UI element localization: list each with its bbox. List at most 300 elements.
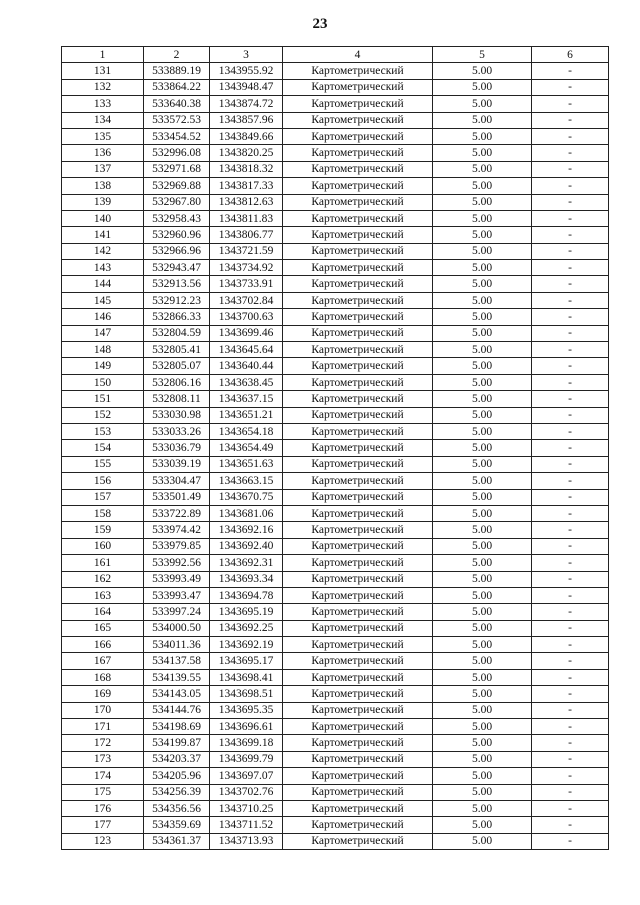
table-row	[62, 522, 609, 538]
table-row	[62, 161, 609, 177]
method-cell: Картометрический	[283, 538, 433, 554]
accuracy-cell: 5.00	[433, 669, 532, 685]
method-cell: Картометрический	[283, 260, 433, 276]
description-cell: -	[532, 538, 609, 554]
method-cell: Картометрический	[283, 276, 433, 292]
y-coordinate-cell: 1343806.77	[210, 227, 283, 243]
table-row	[62, 571, 609, 587]
description-cell: -	[532, 522, 609, 538]
accuracy-cell: 5.00	[433, 768, 532, 784]
accuracy-cell: 5.00	[433, 128, 532, 144]
table-row	[62, 260, 609, 276]
x-coordinate-cell: 533974.42	[144, 522, 210, 538]
description-cell: -	[532, 227, 609, 243]
accuracy-cell: 5.00	[433, 456, 532, 472]
description-cell: -	[532, 260, 609, 276]
x-coordinate-cell: 532969.88	[144, 178, 210, 194]
y-coordinate-cell: 1343710.25	[210, 800, 283, 816]
table-row	[62, 538, 609, 554]
description-cell: -	[532, 751, 609, 767]
table-row	[62, 637, 609, 653]
table-row	[62, 391, 609, 407]
x-coordinate-cell: 534143.05	[144, 686, 210, 702]
page-number: 23	[312, 16, 328, 32]
y-coordinate-cell: 1343654.49	[210, 440, 283, 456]
table-row	[62, 407, 609, 423]
point-number-cell: 137	[62, 161, 144, 177]
x-coordinate-cell: 532971.68	[144, 161, 210, 177]
y-coordinate-cell: 1343698.41	[210, 669, 283, 685]
point-number-cell: 161	[62, 555, 144, 571]
method-cell: Картометрический	[283, 145, 433, 161]
accuracy-cell: 5.00	[433, 178, 532, 194]
table-row	[62, 505, 609, 521]
table-row	[62, 358, 609, 374]
point-number-cell: 132	[62, 79, 144, 95]
method-cell: Картометрический	[283, 342, 433, 358]
method-cell: Картометрический	[283, 768, 433, 784]
method-cell: Картометрический	[283, 325, 433, 341]
accuracy-cell: 5.00	[433, 800, 532, 816]
accuracy-cell: 5.00	[433, 719, 532, 735]
table-row	[62, 833, 609, 849]
method-cell: Картометрический	[283, 620, 433, 636]
accuracy-cell: 5.00	[433, 325, 532, 341]
description-cell: -	[532, 342, 609, 358]
accuracy-cell: 5.00	[433, 423, 532, 439]
x-coordinate-cell: 533572.53	[144, 112, 210, 128]
y-coordinate-cell: 1343874.72	[210, 96, 283, 112]
y-coordinate-cell: 1343651.63	[210, 456, 283, 472]
description-cell: -	[532, 505, 609, 521]
method-cell: Картометрический	[283, 407, 433, 423]
y-coordinate-cell: 1343721.59	[210, 243, 283, 259]
x-coordinate-cell: 533033.26	[144, 423, 210, 439]
method-cell: Картометрический	[283, 473, 433, 489]
y-coordinate-cell: 1343693.34	[210, 571, 283, 587]
x-coordinate-cell: 533993.47	[144, 587, 210, 603]
method-cell: Картометрический	[283, 489, 433, 505]
x-coordinate-cell: 534203.37	[144, 751, 210, 767]
description-cell: -	[532, 440, 609, 456]
table-row	[62, 276, 609, 292]
accuracy-cell: 5.00	[433, 227, 532, 243]
table-row	[62, 751, 609, 767]
description-cell: -	[532, 309, 609, 325]
description-cell: -	[532, 587, 609, 603]
method-cell: Картометрический	[283, 178, 433, 194]
accuracy-cell: 5.00	[433, 604, 532, 620]
method-cell: Картометрический	[283, 423, 433, 439]
point-number-cell: 167	[62, 653, 144, 669]
description-cell: -	[532, 571, 609, 587]
y-coordinate-cell: 1343695.17	[210, 653, 283, 669]
accuracy-cell: 5.00	[433, 342, 532, 358]
method-cell: Картометрический	[283, 63, 433, 79]
y-coordinate-cell: 1343955.92	[210, 63, 283, 79]
column-header-4: 4	[283, 47, 433, 63]
table-row	[62, 800, 609, 816]
point-number-cell: 139	[62, 194, 144, 210]
point-number-cell: 155	[62, 456, 144, 472]
accuracy-cell: 5.00	[433, 637, 532, 653]
method-cell: Картометрический	[283, 735, 433, 751]
x-coordinate-cell: 533889.19	[144, 63, 210, 79]
table-row	[62, 686, 609, 702]
table-row	[62, 145, 609, 161]
table-row	[62, 669, 609, 685]
point-number-cell: 173	[62, 751, 144, 767]
y-coordinate-cell: 1343818.32	[210, 161, 283, 177]
method-cell: Картометрический	[283, 79, 433, 95]
point-number-cell: 148	[62, 342, 144, 358]
y-coordinate-cell: 1343699.18	[210, 735, 283, 751]
description-cell: -	[532, 784, 609, 800]
table-row	[62, 178, 609, 194]
x-coordinate-cell: 533992.56	[144, 555, 210, 571]
x-coordinate-cell: 534361.37	[144, 833, 210, 849]
point-number-cell: 131	[62, 63, 144, 79]
accuracy-cell: 5.00	[433, 620, 532, 636]
description-cell: -	[532, 653, 609, 669]
x-coordinate-cell: 533454.52	[144, 128, 210, 144]
accuracy-cell: 5.00	[433, 145, 532, 161]
accuracy-cell: 5.00	[433, 702, 532, 718]
table-row	[62, 423, 609, 439]
table-row	[62, 456, 609, 472]
point-number-cell: 157	[62, 489, 144, 505]
description-cell: -	[532, 473, 609, 489]
description-cell: -	[532, 423, 609, 439]
point-number-cell: 160	[62, 538, 144, 554]
method-cell: Картометрический	[283, 653, 433, 669]
y-coordinate-cell: 1343713.93	[210, 833, 283, 849]
point-number-cell: 133	[62, 96, 144, 112]
point-number-cell: 159	[62, 522, 144, 538]
method-cell: Картометрический	[283, 784, 433, 800]
accuracy-cell: 5.00	[433, 407, 532, 423]
x-coordinate-cell: 533722.89	[144, 505, 210, 521]
method-cell: Картометрический	[283, 194, 433, 210]
point-number-cell: 136	[62, 145, 144, 161]
point-number-cell: 145	[62, 292, 144, 308]
description-cell: -	[532, 325, 609, 341]
method-cell: Картометрический	[283, 587, 433, 603]
method-cell: Картометрический	[283, 833, 433, 849]
description-cell: -	[532, 145, 609, 161]
y-coordinate-cell: 1343637.15	[210, 391, 283, 407]
x-coordinate-cell: 532912.23	[144, 292, 210, 308]
method-cell: Картометрический	[283, 374, 433, 390]
method-cell: Картометрический	[283, 751, 433, 767]
y-coordinate-cell: 1343692.25	[210, 620, 283, 636]
method-cell: Картометрический	[283, 505, 433, 521]
description-cell: -	[532, 210, 609, 226]
point-number-cell: 150	[62, 374, 144, 390]
accuracy-cell: 5.00	[433, 276, 532, 292]
point-number-cell: 168	[62, 669, 144, 685]
method-cell: Картометрический	[283, 227, 433, 243]
description-cell: -	[532, 358, 609, 374]
table-row	[62, 79, 609, 95]
point-number-cell: 140	[62, 210, 144, 226]
y-coordinate-cell: 1343681.06	[210, 505, 283, 521]
y-coordinate-cell: 1343692.31	[210, 555, 283, 571]
accuracy-cell: 5.00	[433, 243, 532, 259]
description-cell: -	[532, 833, 609, 849]
table-row	[62, 96, 609, 112]
x-coordinate-cell: 533640.38	[144, 96, 210, 112]
table-row	[62, 702, 609, 718]
point-number-cell: 166	[62, 637, 144, 653]
accuracy-cell: 5.00	[433, 489, 532, 505]
description-cell: -	[532, 637, 609, 653]
method-cell: Картометрический	[283, 719, 433, 735]
method-cell: Картометрический	[283, 292, 433, 308]
accuracy-cell: 5.00	[433, 751, 532, 767]
description-cell: -	[532, 96, 609, 112]
point-number-cell: 156	[62, 473, 144, 489]
table-row	[62, 243, 609, 259]
table-row	[62, 325, 609, 341]
accuracy-cell: 5.00	[433, 571, 532, 587]
x-coordinate-cell: 533304.47	[144, 473, 210, 489]
point-number-cell: 143	[62, 260, 144, 276]
y-coordinate-cell: 1343697.07	[210, 768, 283, 784]
x-coordinate-cell: 532806.16	[144, 374, 210, 390]
point-number-cell: 176	[62, 800, 144, 816]
table-row	[62, 292, 609, 308]
description-cell: -	[532, 669, 609, 685]
y-coordinate-cell: 1343702.76	[210, 784, 283, 800]
description-cell: -	[532, 555, 609, 571]
table-row	[62, 817, 609, 833]
x-coordinate-cell: 533864.22	[144, 79, 210, 95]
table-row	[62, 555, 609, 571]
table-row	[62, 735, 609, 751]
x-coordinate-cell: 532866.33	[144, 309, 210, 325]
point-number-cell: 134	[62, 112, 144, 128]
table-header-row	[62, 47, 609, 63]
method-cell: Картометрический	[283, 800, 433, 816]
table-body	[62, 63, 609, 850]
point-number-cell: 146	[62, 309, 144, 325]
method-cell: Картометрический	[283, 96, 433, 112]
y-coordinate-cell: 1343670.75	[210, 489, 283, 505]
accuracy-cell: 5.00	[433, 440, 532, 456]
accuracy-cell: 5.00	[433, 555, 532, 571]
x-coordinate-cell: 532996.08	[144, 145, 210, 161]
x-coordinate-cell: 534359.69	[144, 817, 210, 833]
description-cell: -	[532, 276, 609, 292]
column-header-5: 5	[433, 47, 532, 63]
y-coordinate-cell: 1343638.45	[210, 374, 283, 390]
description-cell: -	[532, 128, 609, 144]
method-cell: Картометрический	[283, 604, 433, 620]
description-cell: -	[532, 800, 609, 816]
accuracy-cell: 5.00	[433, 96, 532, 112]
point-number-cell: 151	[62, 391, 144, 407]
column-header-3: 3	[210, 47, 283, 63]
column-header-6: 6	[532, 47, 609, 63]
x-coordinate-cell: 532967.80	[144, 194, 210, 210]
y-coordinate-cell: 1343702.84	[210, 292, 283, 308]
point-number-cell: 171	[62, 719, 144, 735]
x-coordinate-cell: 533036.79	[144, 440, 210, 456]
table-row	[62, 620, 609, 636]
point-number-cell: 169	[62, 686, 144, 702]
x-coordinate-cell: 534000.50	[144, 620, 210, 636]
description-cell: -	[532, 292, 609, 308]
y-coordinate-cell: 1343695.35	[210, 702, 283, 718]
description-cell: -	[532, 620, 609, 636]
table-row	[62, 227, 609, 243]
accuracy-cell: 5.00	[433, 833, 532, 849]
y-coordinate-cell: 1343654.18	[210, 423, 283, 439]
table-row	[62, 194, 609, 210]
y-coordinate-cell: 1343817.33	[210, 178, 283, 194]
method-cell: Картометрический	[283, 210, 433, 226]
description-cell: -	[532, 686, 609, 702]
method-cell: Картометрический	[283, 669, 433, 685]
point-number-cell: 153	[62, 423, 144, 439]
x-coordinate-cell: 534199.87	[144, 735, 210, 751]
x-coordinate-cell: 534011.36	[144, 637, 210, 653]
x-coordinate-cell: 532913.56	[144, 276, 210, 292]
point-number-cell: 142	[62, 243, 144, 259]
method-cell: Картометрический	[283, 243, 433, 259]
method-cell: Картометрический	[283, 817, 433, 833]
method-cell: Картометрический	[283, 391, 433, 407]
point-number-cell: 158	[62, 505, 144, 521]
y-coordinate-cell: 1343694.78	[210, 587, 283, 603]
accuracy-cell: 5.00	[433, 505, 532, 521]
accuracy-cell: 5.00	[433, 194, 532, 210]
y-coordinate-cell: 1343698.51	[210, 686, 283, 702]
y-coordinate-cell: 1343711.52	[210, 817, 283, 833]
description-cell: -	[532, 63, 609, 79]
description-cell: -	[532, 817, 609, 833]
description-cell: -	[532, 79, 609, 95]
x-coordinate-cell: 533993.49	[144, 571, 210, 587]
point-number-cell: 144	[62, 276, 144, 292]
y-coordinate-cell: 1343811.83	[210, 210, 283, 226]
y-coordinate-cell: 1343692.19	[210, 637, 283, 653]
point-number-cell: 163	[62, 587, 144, 603]
x-coordinate-cell: 534198.69	[144, 719, 210, 735]
y-coordinate-cell: 1343640.44	[210, 358, 283, 374]
table-row	[62, 489, 609, 505]
accuracy-cell: 5.00	[433, 292, 532, 308]
method-cell: Картометрический	[283, 161, 433, 177]
description-cell: -	[532, 702, 609, 718]
x-coordinate-cell: 534256.39	[144, 784, 210, 800]
column-header-2: 2	[144, 47, 210, 63]
accuracy-cell: 5.00	[433, 587, 532, 603]
point-number-cell: 174	[62, 768, 144, 784]
accuracy-cell: 5.00	[433, 653, 532, 669]
table-row	[62, 342, 609, 358]
accuracy-cell: 5.00	[433, 784, 532, 800]
method-cell: Картометрический	[283, 522, 433, 538]
point-number-cell: 162	[62, 571, 144, 587]
x-coordinate-cell: 534356.56	[144, 800, 210, 816]
table-row	[62, 63, 609, 79]
point-number-cell: 123	[62, 833, 144, 849]
y-coordinate-cell: 1343663.15	[210, 473, 283, 489]
table-row	[62, 374, 609, 390]
description-cell: -	[532, 194, 609, 210]
table-row	[62, 112, 609, 128]
description-cell: -	[532, 112, 609, 128]
table-row	[62, 210, 609, 226]
table-row	[62, 653, 609, 669]
method-cell: Картометрический	[283, 555, 433, 571]
x-coordinate-cell: 533997.24	[144, 604, 210, 620]
table-row	[62, 768, 609, 784]
table-row	[62, 604, 609, 620]
description-cell: -	[532, 243, 609, 259]
table-row	[62, 473, 609, 489]
x-coordinate-cell: 534205.96	[144, 768, 210, 784]
method-cell: Картометрический	[283, 686, 433, 702]
x-coordinate-cell: 534139.55	[144, 669, 210, 685]
description-cell: -	[532, 489, 609, 505]
point-number-cell: 164	[62, 604, 144, 620]
accuracy-cell: 5.00	[433, 391, 532, 407]
table-row	[62, 440, 609, 456]
y-coordinate-cell: 1343812.63	[210, 194, 283, 210]
x-coordinate-cell: 534144.76	[144, 702, 210, 718]
x-coordinate-cell: 533501.49	[144, 489, 210, 505]
x-coordinate-cell: 532805.07	[144, 358, 210, 374]
accuracy-cell: 5.00	[433, 686, 532, 702]
point-number-cell: 138	[62, 178, 144, 194]
method-cell: Картометрический	[283, 112, 433, 128]
table-row	[62, 719, 609, 735]
x-coordinate-cell: 534137.58	[144, 653, 210, 669]
y-coordinate-cell: 1343692.40	[210, 538, 283, 554]
column-header-1: 1	[62, 47, 144, 63]
point-number-cell: 141	[62, 227, 144, 243]
accuracy-cell: 5.00	[433, 63, 532, 79]
description-cell: -	[532, 719, 609, 735]
method-cell: Картометрический	[283, 637, 433, 653]
accuracy-cell: 5.00	[433, 817, 532, 833]
x-coordinate-cell: 532966.96	[144, 243, 210, 259]
accuracy-cell: 5.00	[433, 522, 532, 538]
accuracy-cell: 5.00	[433, 161, 532, 177]
description-cell: -	[532, 178, 609, 194]
point-number-cell: 172	[62, 735, 144, 751]
point-number-cell: 170	[62, 702, 144, 718]
y-coordinate-cell: 1343948.47	[210, 79, 283, 95]
point-number-cell: 165	[62, 620, 144, 636]
y-coordinate-cell: 1343699.79	[210, 751, 283, 767]
x-coordinate-cell: 532808.11	[144, 391, 210, 407]
method-cell: Картометрический	[283, 358, 433, 374]
method-cell: Картометрический	[283, 456, 433, 472]
description-cell: -	[532, 604, 609, 620]
y-coordinate-cell: 1343857.96	[210, 112, 283, 128]
description-cell: -	[532, 407, 609, 423]
accuracy-cell: 5.00	[433, 358, 532, 374]
accuracy-cell: 5.00	[433, 260, 532, 276]
method-cell: Картометрический	[283, 571, 433, 587]
y-coordinate-cell: 1343645.64	[210, 342, 283, 358]
y-coordinate-cell: 1343700.63	[210, 309, 283, 325]
method-cell: Картометрический	[283, 128, 433, 144]
